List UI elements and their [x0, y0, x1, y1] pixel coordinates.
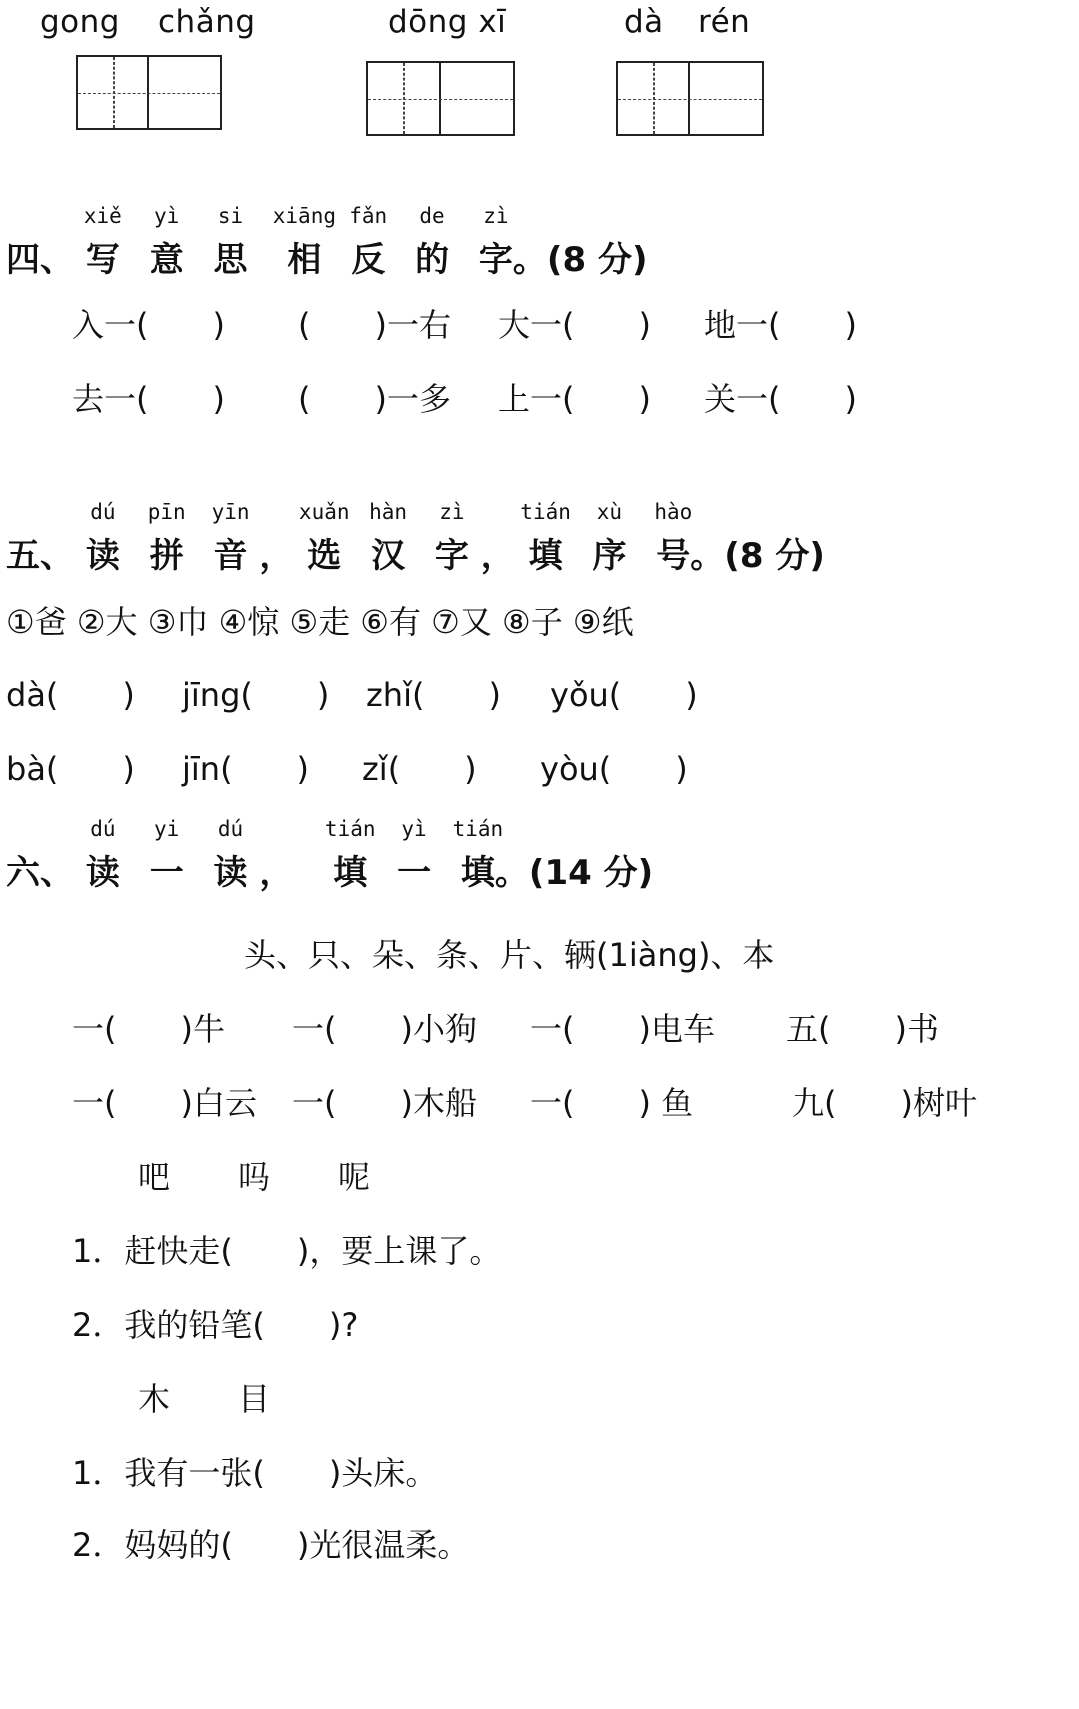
- pinyin-gong: gong: [40, 4, 120, 40]
- section5-score: 。(8 分): [690, 536, 825, 576]
- section4-heading: [6, 204, 648, 281]
- heading-char: yi 一: [149, 817, 184, 893]
- s4-r1-c2[interactable]: ( )一右: [298, 306, 451, 344]
- s5-r1-c3[interactable]: zhǐ( ): [366, 676, 501, 714]
- s5-r2-c3[interactable]: zǐ( ): [362, 750, 477, 788]
- heading-char: tián 填: [452, 817, 504, 893]
- s4-r2-c3[interactable]: 上一( ): [498, 380, 651, 418]
- section4-number: 四、: [6, 240, 74, 280]
- heading-char: zì 字: [434, 500, 469, 576]
- s4-r1-c3[interactable]: 大一( ): [498, 306, 651, 344]
- s6-sentence-2[interactable]: 2．我的铅笔( )?: [72, 1306, 359, 1344]
- heading-char: pīn 拼: [147, 500, 186, 576]
- s5-r1-c2[interactable]: jīng( ): [182, 676, 330, 714]
- s6-particle-3: 呢: [338, 1158, 371, 1196]
- heading-char: hào 号: [654, 500, 693, 576]
- writing-box-dongxi[interactable]: [366, 61, 515, 136]
- s6-r1-c3[interactable]: 一( )电车: [530, 1010, 715, 1048]
- section6-heading: [6, 817, 654, 894]
- heading-char: hàn 汉: [369, 500, 408, 576]
- s4-r2-c2[interactable]: ( )一多: [298, 380, 451, 418]
- heading-char: xù 序: [592, 500, 627, 576]
- s4-r2-c4[interactable]: 关一( ): [704, 380, 857, 418]
- pinyin-da: dà: [624, 4, 664, 40]
- writing-box-gongchang[interactable]: [76, 55, 222, 130]
- s5-r2-c4[interactable]: yòu( ): [540, 750, 688, 788]
- writing-box-daren[interactable]: [616, 61, 764, 136]
- heading-char: zì 字: [478, 204, 513, 280]
- s5-r1-c1[interactable]: dà( ): [6, 676, 135, 714]
- s5-r1-c4[interactable]: yǒu( ): [550, 676, 698, 714]
- s6-r2-c3[interactable]: 一( ) 鱼: [530, 1084, 694, 1122]
- heading-comma: ，: [259, 853, 294, 893]
- s6-sentence-1[interactable]: 1．赶快走( )，要上课了。: [72, 1232, 502, 1270]
- heading-char: fǎn 反: [349, 204, 388, 280]
- heading-char: tián 填: [324, 817, 376, 893]
- pinyin-dongxi: dōng xī: [388, 4, 507, 40]
- s6-sentence-4[interactable]: 2．妈妈的( )光很温柔。: [72, 1526, 470, 1564]
- s6-r2-c1[interactable]: 一( )白云: [72, 1084, 257, 1122]
- heading-char: dú 读: [85, 500, 120, 576]
- section5-heading: [6, 500, 825, 577]
- s5-r2-c1[interactable]: bà( ): [6, 750, 135, 788]
- s5-options: ①爸 ②大 ③巾 ④惊 ⑤走 ⑥有 ⑦又 ⑧子 ⑨纸: [6, 603, 634, 641]
- heading-comma: ，: [259, 536, 294, 576]
- section6-number: 六、: [6, 853, 74, 893]
- s6-r1-c4[interactable]: 五( )书: [786, 1010, 939, 1048]
- s6-measure-words: 头、只、朵、条、片、辆(1iàng)、本: [244, 936, 775, 974]
- heading-char: de 的: [415, 204, 450, 280]
- heading-char: si 思: [213, 204, 248, 280]
- s6-r1-c1[interactable]: 一( )牛: [72, 1010, 225, 1048]
- heading-char: tián 填: [520, 500, 571, 576]
- s6-sentence-3[interactable]: 1．我有一张( )头床。: [72, 1454, 438, 1492]
- heading-comma: ，: [480, 536, 515, 576]
- heading-char: xuǎn 选: [298, 500, 350, 576]
- section6-score: 。(14 分): [494, 853, 654, 893]
- pinyin-chang: chǎng: [158, 4, 256, 40]
- section5-number: 五、: [6, 536, 74, 576]
- s4-r2-c1[interactable]: 去一( ): [72, 380, 225, 418]
- s4-r1-c4[interactable]: 地一( ): [704, 306, 857, 344]
- s6-particle-2: 吗: [238, 1158, 271, 1196]
- heading-char: xiě 写: [83, 204, 122, 280]
- heading-char: xiāng 相: [272, 204, 336, 280]
- heading-char: dú 读: [213, 817, 248, 893]
- s6-r2-c4[interactable]: 九( )树叶: [792, 1084, 977, 1122]
- s6-r2-c2[interactable]: 一( )木船: [292, 1084, 477, 1122]
- heading-char: dú 读: [85, 817, 120, 893]
- pinyin-ren: rén: [698, 4, 751, 40]
- heading-char: yì 一: [397, 817, 432, 893]
- s6-char-1: 木: [138, 1380, 171, 1418]
- heading-char: yì 意: [149, 204, 184, 280]
- section4-score: 。(8 分): [512, 240, 648, 280]
- s6-char-2: 目: [238, 1380, 271, 1418]
- s4-r1-c1[interactable]: 入一( ): [72, 306, 225, 344]
- s6-r1-c2[interactable]: 一( )小狗: [292, 1010, 477, 1048]
- s6-particle-1: 吧: [138, 1158, 171, 1196]
- s5-r2-c2[interactable]: jīn( ): [182, 750, 310, 788]
- heading-char: yīn 音: [211, 500, 250, 576]
